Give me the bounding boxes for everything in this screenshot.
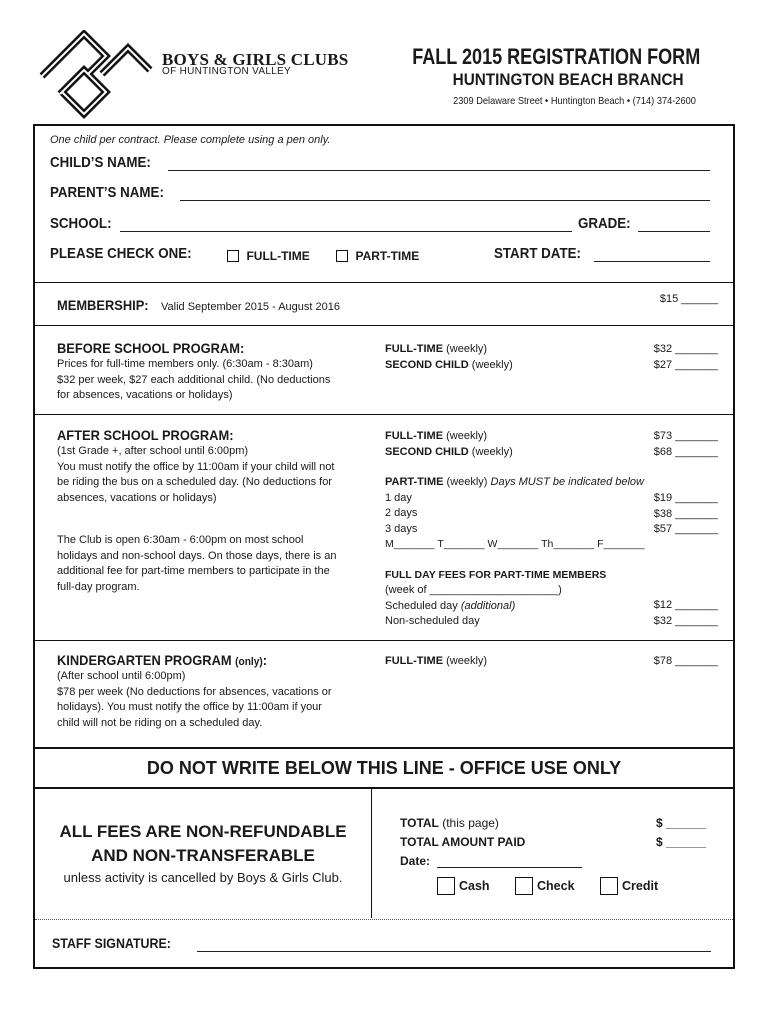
option-label: SECOND CHILD (385, 358, 469, 371)
before-school-desc (57, 357, 330, 404)
membership-row (57, 297, 340, 315)
day-option: 3 days (385, 522, 418, 535)
section-divider (35, 414, 733, 415)
kindergarten-price[interactable]: $78 _______ (653, 655, 718, 667)
full-day-fees-heading: FULL DAY FEES FOR PART-TIME MEMBERS (385, 568, 607, 581)
date-label: Date: (400, 854, 431, 868)
price-entry[interactable]: $57 _______ (653, 523, 718, 535)
office-vertical-divider (371, 788, 372, 918)
total-amount-field[interactable]: $ ______ (656, 816, 707, 830)
cash-checkbox[interactable] (437, 877, 455, 895)
kindergarten-desc-line: child will not be riding on a scheduled day. (57, 716, 263, 729)
after-school-heading: AFTER SCHOOL PROGRAM: (57, 427, 234, 443)
staff-signature-label: STAFF SIGNATURE: (52, 936, 171, 951)
after-school-desc-line: (1st Grade +, after school until 6:00pm) (57, 445, 249, 457)
branch-address: 2309 Delaware Street • Huntington Beach • (714) 374-2600 (453, 95, 696, 107)
kindergarten-desc-line: $78 per week (No deductions for absences, vacations or (57, 685, 332, 698)
kindergarten-options (385, 654, 487, 670)
after-school-prices-fullday (654, 598, 718, 629)
full-time-option[interactable] (227, 247, 310, 265)
staff-signature-field[interactable] (197, 937, 711, 952)
option-label: FULL-TIME (385, 430, 444, 442)
refund-notice (35, 820, 371, 868)
option-note: (weekly) (443, 476, 491, 488)
office-divider-top (35, 747, 733, 749)
grade-field[interactable] (638, 217, 710, 232)
credit-checkbox[interactable] (600, 877, 618, 895)
org-name: BOYS & GIRLS CLUBS (162, 50, 349, 69)
membership-price[interactable]: $15 ______ (659, 293, 718, 305)
refund-subnote: unless activity is cancelled by Boys & Girls Club. (63, 870, 343, 885)
form-title: FALL 2015 REGISTRATION FORM (411, 44, 700, 69)
total-label: TOTAL (400, 816, 439, 830)
total-paid-label: TOTAL AMOUNT PAID (400, 835, 526, 849)
price-entry[interactable]: $12 _______ (653, 599, 718, 611)
club-hours-note (57, 533, 336, 595)
kindergarten-desc-line: holidays). You must notify the office by 11:00am if your (57, 701, 322, 713)
price-entry[interactable]: $73 _______ (653, 430, 718, 442)
club-note-line: full-day program. (57, 580, 140, 593)
start-date-field[interactable] (594, 247, 710, 262)
price-entry[interactable]: $27 _______ (653, 358, 718, 371)
kindergarten-heading-text: KINDERGARTEN PROGRAM (57, 652, 236, 668)
option-label: Non-scheduled day (385, 615, 480, 627)
cash-label: Cash (459, 879, 490, 893)
price-entry[interactable]: $19 _______ (653, 492, 718, 504)
price-entry[interactable]: $38 _______ (653, 507, 718, 520)
price-entry[interactable]: $32 _______ (653, 614, 718, 627)
price-entry[interactable]: $32 _______ (653, 343, 718, 355)
option-note: (weekly) (443, 343, 488, 355)
option-label: SECOND CHILD (385, 445, 469, 458)
after-school-options (385, 429, 644, 630)
option-note: (weekly) (443, 430, 488, 442)
option-note: (additional) (460, 599, 516, 612)
after-school-desc-line: absences, vacations or holidays) (57, 491, 217, 504)
kindergarten-desc (57, 669, 332, 731)
option-label: PART-TIME (385, 476, 444, 488)
signature-divider (35, 919, 733, 920)
day-option: 1 day (385, 491, 412, 504)
branch-name: HUNTINGTON BEACH BRANCH (453, 70, 684, 89)
school-field[interactable] (120, 217, 572, 232)
price-entry[interactable]: $68 _______ (653, 445, 718, 458)
membership-valid: Valid September 2015 - August 2016 (161, 301, 340, 313)
option-note: (weekly) (468, 445, 513, 458)
total-note: (this page) (438, 816, 499, 830)
club-note-line: The Club is open 6:30am - 6:00pm on most school (57, 534, 304, 546)
check-one-label: PLEASE CHECK ONE: (50, 246, 192, 262)
refund-line: ALL FEES ARE NON-REFUNDABLE (59, 822, 347, 841)
boys-girls-clubs-logo (36, 30, 156, 120)
total-paid-field[interactable]: $ ______ (656, 835, 707, 849)
after-school-prices-days (654, 491, 718, 538)
after-school-desc-line: be riding the bus on a scheduled day. (No deductions for (57, 476, 332, 488)
full-time-label: FULL-TIME (246, 249, 310, 263)
after-school-desc (57, 444, 334, 506)
section-divider (35, 282, 733, 283)
office-divider-bottom (35, 787, 733, 789)
option-instruction: Days MUST be indicated below (490, 476, 644, 488)
after-school-prices-top (654, 429, 718, 460)
section-divider (35, 640, 733, 641)
membership-heading: MEMBERSHIP: (57, 297, 149, 313)
parent-name-label: PARENT’S NAME: (50, 185, 164, 201)
org-subtitle: OF HUNTINGTON VALLEY (162, 66, 291, 77)
date-field[interactable] (437, 853, 582, 868)
child-name-field[interactable] (168, 156, 710, 171)
before-school-desc-line: for absences, vacations or holidays) (57, 389, 233, 401)
before-school-desc-line: $32 per week, $27 each additional child. (No deductions (57, 373, 331, 386)
kindergarten-heading-only: (only) (235, 656, 263, 668)
option-label: FULL-TIME (385, 343, 444, 355)
option-note: (weekly) (468, 358, 513, 371)
office-use-title: DO NOT WRITE BELOW THIS LINE - OFFICE USE ONLY (146, 758, 622, 778)
day-option: 2 days (385, 507, 418, 519)
check-payment-label: Check (537, 879, 575, 893)
after-school-desc-line: You must notify the office by 11:00am if your child will not (57, 460, 335, 473)
full-time-checkbox[interactable] (227, 250, 239, 262)
kindergarten-heading-colon: : (262, 652, 268, 668)
before-school-prices (654, 342, 718, 373)
check-payment-checkbox[interactable] (515, 877, 533, 895)
club-note-line: additional fee for part-time members to participate in the (57, 565, 330, 577)
option-label: Scheduled day (385, 599, 461, 612)
option-label: FULL-TIME (385, 655, 444, 667)
refund-line: AND NON-TRANSFERABLE (91, 846, 315, 865)
club-note-line: holidays and non-school days. On those days, there is an (57, 549, 337, 562)
form-note: One child per contract. Please complete using a pen only. (50, 134, 331, 146)
before-school-options (385, 342, 513, 373)
total-this-page-label (400, 816, 499, 830)
kindergarten-heading (57, 652, 267, 668)
before-school-heading: BEFORE SCHOOL PROGRAM: (57, 340, 245, 356)
part-time-label: PART-TIME (355, 249, 420, 263)
week-of-field[interactable]: (week of _____________________) (385, 584, 562, 596)
credit-label: Credit (622, 879, 659, 893)
part-time-option[interactable] (336, 247, 419, 265)
start-date-label: START DATE: (494, 246, 581, 262)
part-time-checkbox[interactable] (336, 250, 348, 262)
section-divider (35, 325, 733, 326)
weekday-fields[interactable]: M_______ T_______ W_______ Th_______ F_______ (385, 538, 645, 550)
grade-label: GRADE: (578, 216, 631, 232)
before-school-desc-line: Prices for full-time members only. (6:30am - 8:30am) (57, 358, 313, 370)
school-label: SCHOOL: (50, 216, 112, 232)
option-note: (weekly) (443, 655, 488, 667)
child-name-label: CHILD’S NAME: (50, 155, 151, 171)
parent-name-field[interactable] (180, 186, 710, 201)
kindergarten-desc-line: (After school until 6:00pm) (57, 670, 186, 682)
